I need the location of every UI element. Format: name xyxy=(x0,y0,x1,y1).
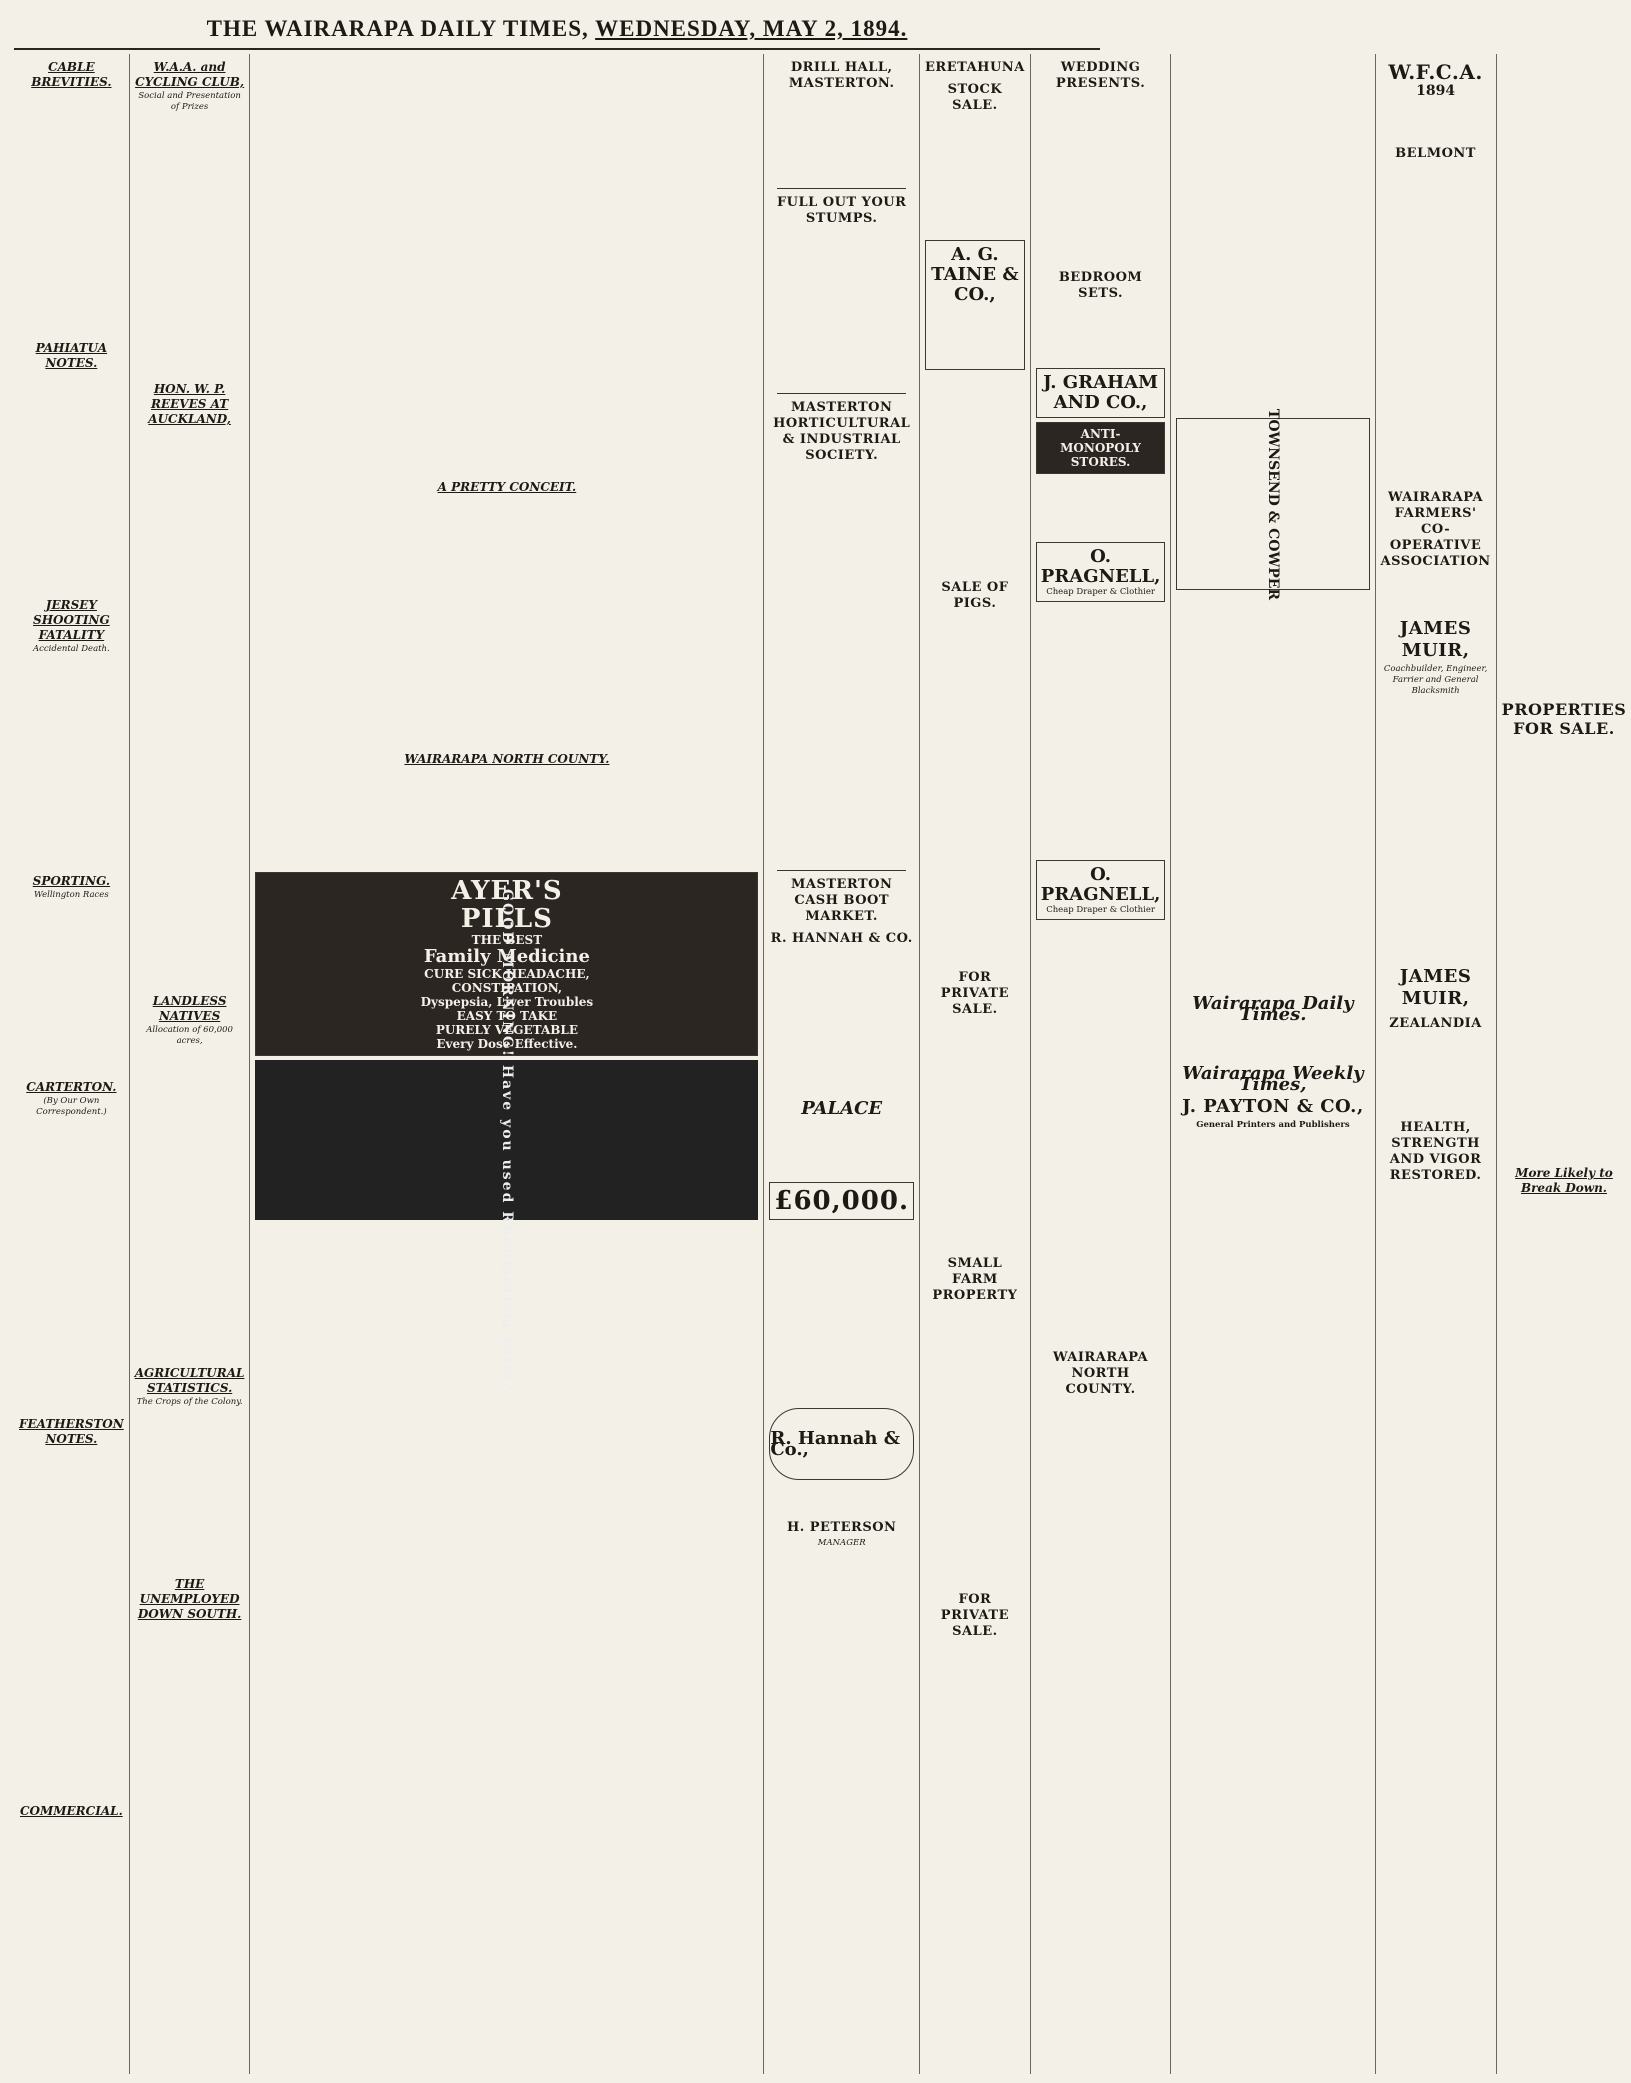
subheading-pragnell-1: Cheap Draper & Clothier xyxy=(1046,587,1155,597)
year-label: 1894 xyxy=(1416,83,1456,99)
heading-drill-hall: DRILL HALL, MASTERTON. xyxy=(788,60,895,91)
column-5 xyxy=(920,54,1031,2074)
subheading-correspondent: (By Our Own Correspondent.) xyxy=(36,1096,107,1117)
heading-cycling-club: W.A.A. and CYCLING CLUB, xyxy=(135,60,245,89)
heading-carterton: CARTERTON. xyxy=(26,1080,117,1094)
subheading-crops: The Crops of the Colony. xyxy=(136,1397,243,1407)
ayers-vegetable: PURELY VEGETABLE xyxy=(435,1023,578,1037)
ad-body xyxy=(769,1118,914,1178)
ad-body xyxy=(1036,924,1166,1344)
column-8 xyxy=(1376,54,1497,2074)
heading-weekly-times: Wairarapa Weekly Times, xyxy=(1182,1063,1364,1095)
ayers-dose: Every Dose Effective. xyxy=(436,1037,578,1051)
subheading-wellington-races: Wellington Races xyxy=(34,890,109,900)
heading-unemployed: THE UNEMPLOYED DOWN SOUTH. xyxy=(137,1577,242,1621)
column-9 xyxy=(1497,54,1631,2074)
ad-body xyxy=(1381,164,1491,484)
divider xyxy=(777,870,906,871)
pragnell-ad-1 xyxy=(1036,542,1166,602)
ad-body xyxy=(769,1224,914,1404)
heading-james-muir-1: JAMES MUIR, xyxy=(1399,618,1472,661)
ad-body xyxy=(925,116,1025,236)
graham-ad xyxy=(1036,368,1166,418)
heading-cash-boot-market: MASTERTON CASH BOOT MARKET. xyxy=(790,877,893,924)
divider xyxy=(777,393,906,394)
money-amount: £60,000. xyxy=(774,1186,910,1216)
article-body xyxy=(255,54,758,474)
heading-agricultural-statistics: AGRICULTURAL STATISTICS. xyxy=(134,1366,245,1395)
money-ad xyxy=(769,1182,914,1220)
ad-body xyxy=(1381,700,1491,960)
heading-pretty-conceit: A PRETTY CONCEIT. xyxy=(437,480,577,494)
article-body xyxy=(19,1448,124,1798)
ad-body xyxy=(925,374,1025,574)
rheumatism-text: GOOD MORNING! Have you used Rheumatism Pills? xyxy=(499,888,516,1392)
ayers-family-medicine: Family Medicine xyxy=(423,946,590,967)
heading-anti-monopoly: ANTI-MONOPOLY STORES. xyxy=(1060,427,1141,469)
column-7 xyxy=(1171,54,1375,2074)
masthead-title: THE WAIRARAPA DAILY TIMES, xyxy=(206,16,589,41)
article-body xyxy=(19,658,124,868)
heading-bedroom-sets: BEDROOM SETS. xyxy=(1058,270,1143,301)
heading-graham: J. GRAHAM AND CO., xyxy=(1043,372,1158,413)
anti-monopoly-ad xyxy=(1036,422,1166,474)
subheading-coachbuilder: Coachbuilder, Engineer, Farrier and General Blacksmith xyxy=(1383,664,1488,696)
ad-body xyxy=(930,305,1020,365)
heading-zealandia: ZEALANDIA xyxy=(1389,1016,1482,1031)
ayers-best: THE BEST xyxy=(471,933,543,947)
subheading-accidental-death: Accidental Death. xyxy=(33,644,110,654)
ad-body xyxy=(769,94,914,184)
heading-jersey-shooting: JERSEY SHOOTING FATALITY xyxy=(33,598,110,642)
subheading-printers: General Printers and Publishers xyxy=(1196,1120,1350,1130)
columns xyxy=(14,54,1627,2074)
heading-farmers-coop: WAIRARAPA FARMERS' CO-OPERATIVE ASSOCIATION xyxy=(1380,490,1491,569)
ad-body xyxy=(1381,572,1491,612)
divider xyxy=(777,188,906,189)
heading-sporting: SPORTING. xyxy=(32,874,111,888)
ad-body xyxy=(1502,54,1627,694)
ayers-dyspepsia: Dyspepsia, Liver Troubles xyxy=(420,995,594,1009)
ad-body xyxy=(769,949,914,1099)
subheading-manager: MANAGER xyxy=(817,1538,866,1548)
column-6 xyxy=(1031,54,1172,2074)
masthead xyxy=(14,16,1100,50)
heading-horticultural: MASTERTON HORTICULTURAL & INDUSTRIAL SOCIETY. xyxy=(773,400,911,463)
heading-private-sale: FOR PRIVATE SALE. xyxy=(940,970,1009,1017)
heading-wairarapa-north-county-2: WAIRARAPA NORTH COUNTY. xyxy=(1053,1350,1149,1397)
heading-private-sale-2: FOR PRIVATE SALE. xyxy=(940,1592,1009,1639)
ad-body xyxy=(925,1020,1025,1250)
heading-taine: A. G. TAINE & CO., xyxy=(931,244,1019,305)
column-1 xyxy=(14,54,130,2074)
ad-body xyxy=(1036,478,1166,538)
ad-body xyxy=(1502,740,1627,1160)
heading-pragnell-2: O. PRAGNELL, xyxy=(1040,864,1161,905)
article-body xyxy=(255,496,758,746)
heading-stock-sale: STOCK SALE. xyxy=(947,82,1003,113)
article-body xyxy=(19,372,124,592)
heading-james-muir-2: JAMES MUIR, xyxy=(1399,966,1472,1009)
hannah-banner: R. Hannah & Co., xyxy=(769,1408,914,1480)
heading-peterson: H. PETERSON xyxy=(786,1520,897,1535)
ayers-easy: EASY TO TAKE xyxy=(456,1009,558,1023)
subheading-allocation: Allocation of 60,000 acres, xyxy=(146,1025,233,1046)
column-4 xyxy=(764,54,920,2074)
column-3 xyxy=(250,54,764,2074)
ad-body xyxy=(925,1306,1025,1586)
heading-sale-of-pigs: SALE OF PIGS. xyxy=(941,580,1009,611)
heading-belmont: BELMONT xyxy=(1395,146,1476,161)
ad-body xyxy=(769,466,914,866)
palace-label: PALACE xyxy=(801,1098,883,1119)
heading-eretahuna: ERETAHUNA xyxy=(925,60,1025,75)
ad-body xyxy=(1381,100,1491,140)
heading-wfca: W.F.C.A. xyxy=(1388,60,1483,84)
article-body xyxy=(19,1121,124,1411)
ad-body xyxy=(769,1484,914,1514)
townsend-cowper-ad xyxy=(1176,408,1369,600)
article-body xyxy=(19,105,124,335)
ayers-cure: CURE SICK HEADACHE, xyxy=(424,967,590,981)
heading-stumps: FULL OUT YOUR STUMPS. xyxy=(776,195,907,226)
column-2 xyxy=(130,54,251,2074)
heading-r-hannah: R. HANNAH & CO. xyxy=(770,931,913,946)
heading-pragnell-1: O. PRAGNELL, xyxy=(1040,546,1161,587)
pragnell-ad-2 xyxy=(1036,860,1166,920)
heading-health-strength: HEALTH, STRENGTH AND VIGOR RESTORED. xyxy=(1389,1120,1482,1183)
heading-featherston-notes: FEATHERSTON NOTES. xyxy=(19,1417,124,1446)
ayers-constipation: CONSTIPATION, xyxy=(451,981,563,995)
heading-cable-brevities: CABLE BREVITIES. xyxy=(31,60,112,89)
masthead-date: WEDNESDAY, MAY 2, 1894. xyxy=(595,16,908,41)
article-body xyxy=(135,1411,245,1571)
article-body xyxy=(135,1050,245,1360)
ad-body xyxy=(1036,606,1166,856)
heading-commercial: COMMERCIAL. xyxy=(19,1804,123,1818)
ad-body xyxy=(925,614,1025,964)
heading-landless-natives: LANDLESS NATIVES xyxy=(152,994,227,1023)
heading-small-farm: SMALL FARM PROPERTY xyxy=(932,1256,1018,1303)
ad-body xyxy=(1176,54,1369,414)
article-body xyxy=(255,768,758,868)
townsend-cowper-text: TOWNSEND & COWPER xyxy=(1265,408,1282,600)
heading-wairarapa-north-county: WAIRARAPA NORTH COUNTY. xyxy=(404,752,610,766)
subheading-pragnell-2: Cheap Draper & Clothier xyxy=(1046,905,1155,915)
heading-payton: J. PAYTON & CO., xyxy=(1182,1096,1364,1117)
ad-body xyxy=(1036,94,1166,264)
article-body xyxy=(19,904,124,1074)
ayers-pills: PILLS xyxy=(460,904,553,934)
ad-body xyxy=(1381,1034,1491,1114)
ad-body xyxy=(769,229,914,389)
heading-properties-for-sale: PROPERTIES FOR SALE. xyxy=(1501,700,1627,738)
article-body xyxy=(135,428,245,988)
ad-body xyxy=(1176,1024,1369,1064)
heading-break-down: More Likely to Break Down. xyxy=(1515,1166,1613,1195)
heading-reeves-auckland: HON. W. P. REEVES AT AUCKLAND, xyxy=(148,382,231,426)
heading-pahiatua-notes: PAHIATUA NOTES. xyxy=(35,341,108,370)
taine-ad xyxy=(925,240,1025,370)
ad-body xyxy=(1176,594,1369,994)
subheading-prizes: Social and Presentation of Prizes xyxy=(138,91,241,112)
article-text xyxy=(19,91,124,102)
heading-wedding-presents: WEDDING PRESENTS. xyxy=(1055,60,1146,91)
ad-body xyxy=(1036,304,1166,364)
paper-name: Wairarapa Daily Times. xyxy=(1192,993,1354,1025)
article-body xyxy=(135,116,245,376)
ayers-title: AYER'S xyxy=(451,876,563,906)
